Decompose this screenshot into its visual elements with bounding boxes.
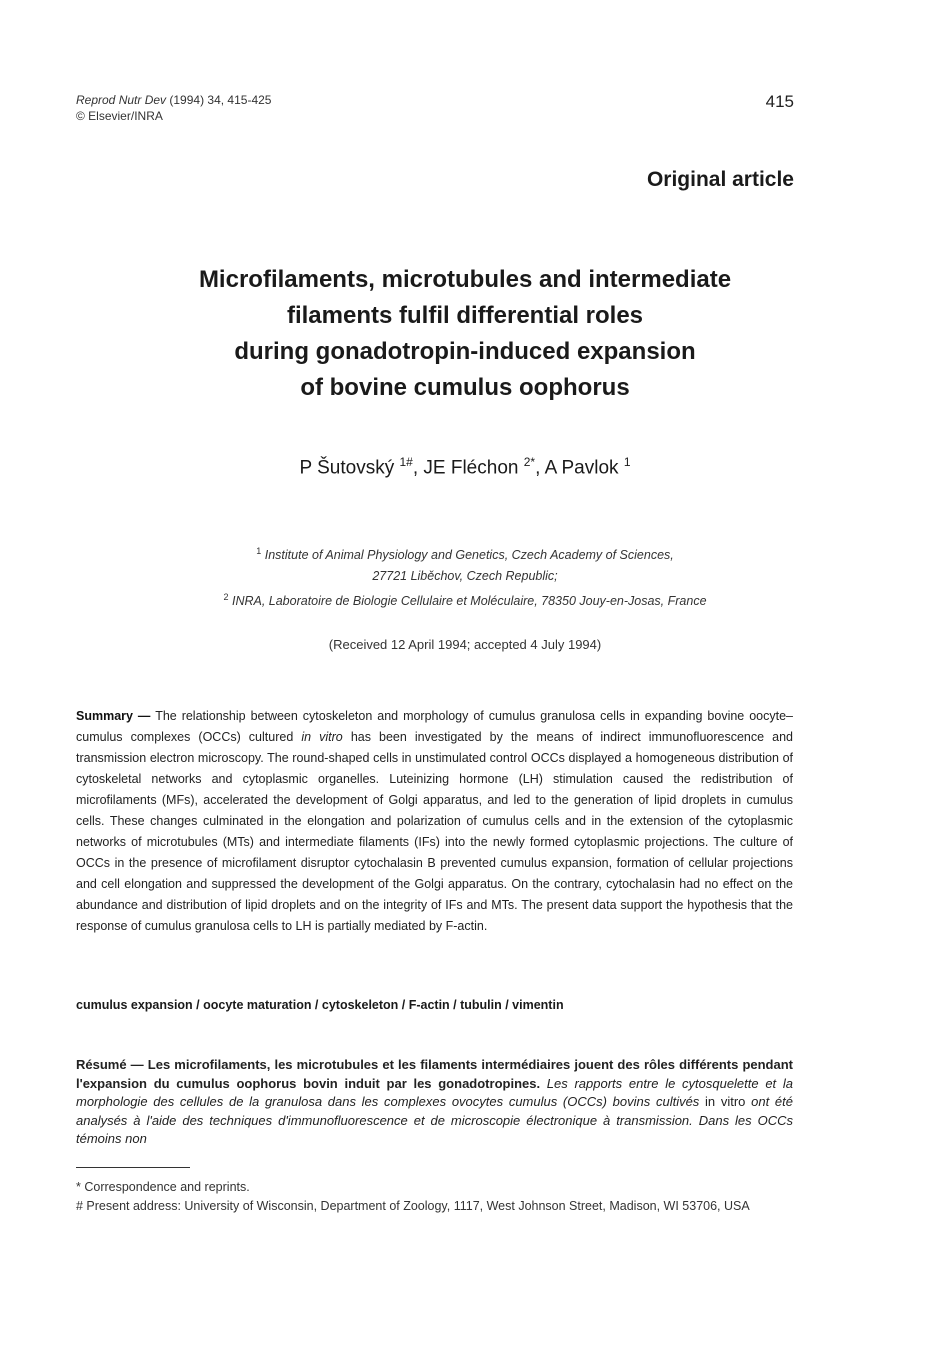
summary-text: has been investigated by the means of indirect immunofluorescence and transmission electron microscopy. The round-shaped cells in unstimulated control OCCs displayed a homogeneous distribution of cytoskeletal networks and cytoplasmic organelles. Luteinizing hormone (LH) stimulation caused the redistribution of microfilaments (MFs), accelerated the development of Golgi apparatus, and led to the generation of lipid droplets in cumulus cells. These changes culminated in the elongation and polarization of cumulus cells and in the extension of the cytoplasmic networks of microtubules (MTs) and intermediate filaments (IFs) into the newly formed cytoplasmic projections. The culture of OCCs in the presence of microfilament disruptor cytochalasin B prevented cumulus expansion, formation of cellular projections and cell elongation and suppressed the development of the Golgi apparatus. On the contrary, cytochalasin had no effect on the abundance and distribution of lipid droplets and on the integrity of IFs and MTs. The present data support the hypothesis that the response of cumulus granulosa cells to LH is partially mediated by F-actin. xyxy=(76,730,793,933)
resume-title: Résumé — Les microfilaments, les microtubules et les filaments intermédiaires jouent des rôles différents pendant l'expansion du cumulus oophorus bovin induit par les gonadotropines. xyxy=(76,1057,793,1091)
affiliations xyxy=(80,541,850,612)
title-line: filaments fulfil differential roles xyxy=(286,302,644,329)
author-list: P Šutovský $^{1\#}$, JE Fléchon $^{2*}$, A Pavlok $^1$ xyxy=(299,455,631,479)
article-type: Original article xyxy=(646,168,794,191)
author-name: P Šutovský xyxy=(299,457,395,479)
article-title xyxy=(80,262,850,406)
resume-text: ont été analysés à l'aide des techniques d'immunofluorescence et de microscopie électronique à transmission. Dans les OCCs témoins non xyxy=(76,1094,793,1146)
title-line: during gonadotropin-induced expansion xyxy=(234,338,696,365)
author-name: A Pavlok xyxy=(544,457,619,479)
resume-plain: in vitro xyxy=(705,1094,746,1109)
resume-paragraph xyxy=(76,1056,793,1149)
citation-details: (1994) 34, 415-425 xyxy=(169,93,272,107)
author-mark: 1 xyxy=(623,455,631,469)
footnote: # Present address: University of Wisconsin, Department of Zoology, 1117, West Johnson Street, Madison, WI 53706, USA xyxy=(76,1198,750,1213)
summary-text: The relationship between cytoskeleton and morphology of cumulus granulosa cells in expanding bovine oocyte–cumulus complexes (OCCs) cultured xyxy=(76,709,793,744)
affiliation-text: Institute of Animal Physiology and Genetics, Czech Academy of Sciences, xyxy=(264,548,674,563)
author-mark: 1# xyxy=(399,455,413,469)
received-dates: (Received 12 April 1994; accepted 4 July 1994) xyxy=(328,637,602,652)
summary-label: Summary — xyxy=(76,709,151,723)
keywords: cumulus expansion / oocyte maturation / cytoskeleton / F-actin / tubulin / vimentin xyxy=(76,998,564,1012)
publisher-line: © Elsevier/INRA xyxy=(76,109,163,123)
affiliation-line: 27721 Liběchov, Czech Republic; xyxy=(372,569,558,584)
page-number: 415 xyxy=(765,92,794,111)
affiliation-mark: 2 xyxy=(223,592,229,603)
journal-name: Reprod Nutr Dev xyxy=(76,93,167,107)
footnote-rule xyxy=(76,1167,190,1168)
running-head xyxy=(76,92,271,124)
footnote: * Correspondence and reprints. xyxy=(76,1180,250,1194)
resume-text: Les rapports entre le cytosquelette et la morphologie des cellules de la granulosa dans les complexes ovocytes cumulus (OCCs) bovins cultivés xyxy=(76,1075,793,1109)
footnotes xyxy=(76,1178,793,1215)
summary-italic: in vitro xyxy=(301,730,343,744)
title-line: Microfilaments, microtubules and intermediate xyxy=(198,266,732,293)
author-name: JE Fléchon xyxy=(423,457,519,479)
affiliation-line xyxy=(80,541,850,566)
title-line: of bovine cumulus oophorus xyxy=(300,374,630,401)
journal-citation xyxy=(76,92,271,108)
summary-paragraph xyxy=(76,706,793,937)
affiliation-text: INRA, Laboratoire de Biologie Cellulaire et Moléculaire, 78350 Jouy-en-Josas, France xyxy=(231,594,707,609)
author-mark: 2* xyxy=(523,455,536,469)
affiliation-mark: 1 xyxy=(256,546,262,556)
affiliation-line xyxy=(80,587,850,612)
